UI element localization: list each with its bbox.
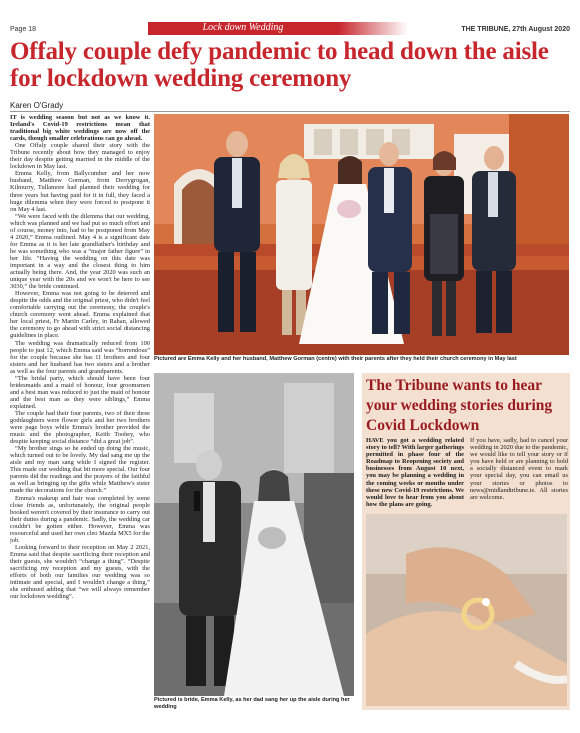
bw-photo-caption: Pictured is bride, Emma Kelly, as her dad sang her up the aisle during her wedding xyxy=(154,697,350,710)
article-paragraph: “The bridal party, which should have been four bridesmaids and a maid of honour, four groomsmen and a best man was reduced to just the maid of honour and the best man as they were siblings,” Emma explained. xyxy=(10,374,150,410)
article-paragraph: Looking forward to their reception on May 2 2021, Emma said that despite sacrificing their reception and their guests, she wouldn't “change a thing”. “Despite sacrificing my reception and my guests, with the efforts of both our families our wedding was so intimate and special, and I wouldn't change a thing,” she enthused adding that “we will always remember our lockdown wedding”. xyxy=(10,543,150,601)
article-paragraph: “We were faced with the dilemma that our wedding, which was planned and we had put so much effort and of course, money into, had to be postponed from May 4 2020,” Emma outlined. May 4 is a significant date for Emma as it is her late grandfather's birthday and he was something who was a “major father figure” in her life. “Having the wedding on this date was important in a way and the closest thing to him actually being there. And, the year 2020 was such an unique year with the 20s and we won't be here to see 3030,” the bride continued. xyxy=(10,212,150,291)
article-paragraph: The couple had their four parents, two of their three goddaughters were flower girls and her two brothers were page boys while Emma's brother provided the music and the photographer, Keith Toohey, who despite keeping social distance “did a great job”. xyxy=(10,409,150,446)
article-body xyxy=(10,114,150,729)
article-paragraph: IT is wedding season but not as we know it. Ireland's Covid-19 restrictions mean that traditional big white weddings are now off the cards, though smaller celebrations can go ahead. xyxy=(10,114,150,143)
promo-column-2: If you have, sadly, had to cancel your wedding in 2020 due to the pandemic, we would like to tell your story or if you have held or are planning to hold a socially distanced event to mark your special day, you can email us your stories or photos to news@midlandtribune.ie. All stories are welcome. xyxy=(470,437,568,501)
section-band-fade xyxy=(338,22,408,35)
article-paragraph: One Offaly couple shared their story with the Tribune recently about how they managed to enjoy their day despite getting married in the middle of the lockdown in May last. xyxy=(10,142,150,171)
top-photo-caption: Pictured are Emma Kelly and her husband, Matthew Gorman (centre) with their parents after they held their church ceremony in May last xyxy=(154,356,517,362)
byline: Karen O'Grady xyxy=(10,101,64,110)
page-number: Page 18 xyxy=(10,26,37,33)
article-paragraph: However, Emma was not going to be deterred and despite the odds and the original priest, who didn't feel comfortable carrying out the ceremony, the couple's church ceremony went ahead. Emma explained that her local priest, Fr Martin Carley, in Rahan, allowed the ceremony to go ahead with strict social distancing guidelines in place. xyxy=(10,290,150,340)
article-paragraph: Emma's makeup and hair was completed by some close friends as, unfortunately, the original people booked weren't covered by their insurance to carry out their duties during a pandemic. Sadly, the wedding car couldn't be gotten either. However, Emma was resourceful and used her own cleo Mazda MX5 for the job. xyxy=(10,494,150,544)
article-paragraph: “My brother sings so he ended up doing the music, which turned out to be lovely. My dad sang me up the aisle and my man sang while I signed the register. This made our wedding that bit more special. Our four parents did the readings and the prayers of the faithful as well as bringing up the gifts while Matthew's sister made the decorations for the church.” xyxy=(10,445,150,495)
aisle-photo xyxy=(154,373,354,696)
article-paragraph: Emma Kelly, from Ballycumber and her now husband, Matthew Gorman, from Derrygrogan, Kilmurry, Tullamore had planned their wedding for three years but having paid for it in full, they faced a huge dilemma when they were forced to postpone it on May 4 last. xyxy=(10,170,150,213)
section-title: Lock down Wedding xyxy=(202,22,284,33)
headline: Offaly couple defy pandemic to head down the aisle for lockdown wedding ceremony xyxy=(10,38,549,92)
ring-photo xyxy=(366,514,567,706)
family-group-photo xyxy=(154,114,569,355)
page-header xyxy=(0,0,580,36)
promo-columns xyxy=(366,437,568,508)
byline-rule xyxy=(10,111,570,112)
promo-title: The Tribune wants to hear your wedding stories during Covid Lockdown xyxy=(366,377,553,434)
paper-date: THE TRIBUNE, 27th August 2020 xyxy=(461,26,570,33)
article-paragraph: The wedding was dramatically reduced from 100 people to just 12, which Emma said was “horrendous” for the couple because she has 11 brothers and four sisters and her husband has two sisters and a brother as well as the four parents and grandparents. xyxy=(10,339,150,375)
promo-column-1: HAVE you got a wedding related story to tell? With larger gatherings permitted in phase four of the Roadmap to Reopening society and businesses from August 10 next, you may be planning a wedding in the coming weeks or months under these new Covid-19 restrictions. We would love to hear from you about how the plans are going. xyxy=(366,437,464,508)
